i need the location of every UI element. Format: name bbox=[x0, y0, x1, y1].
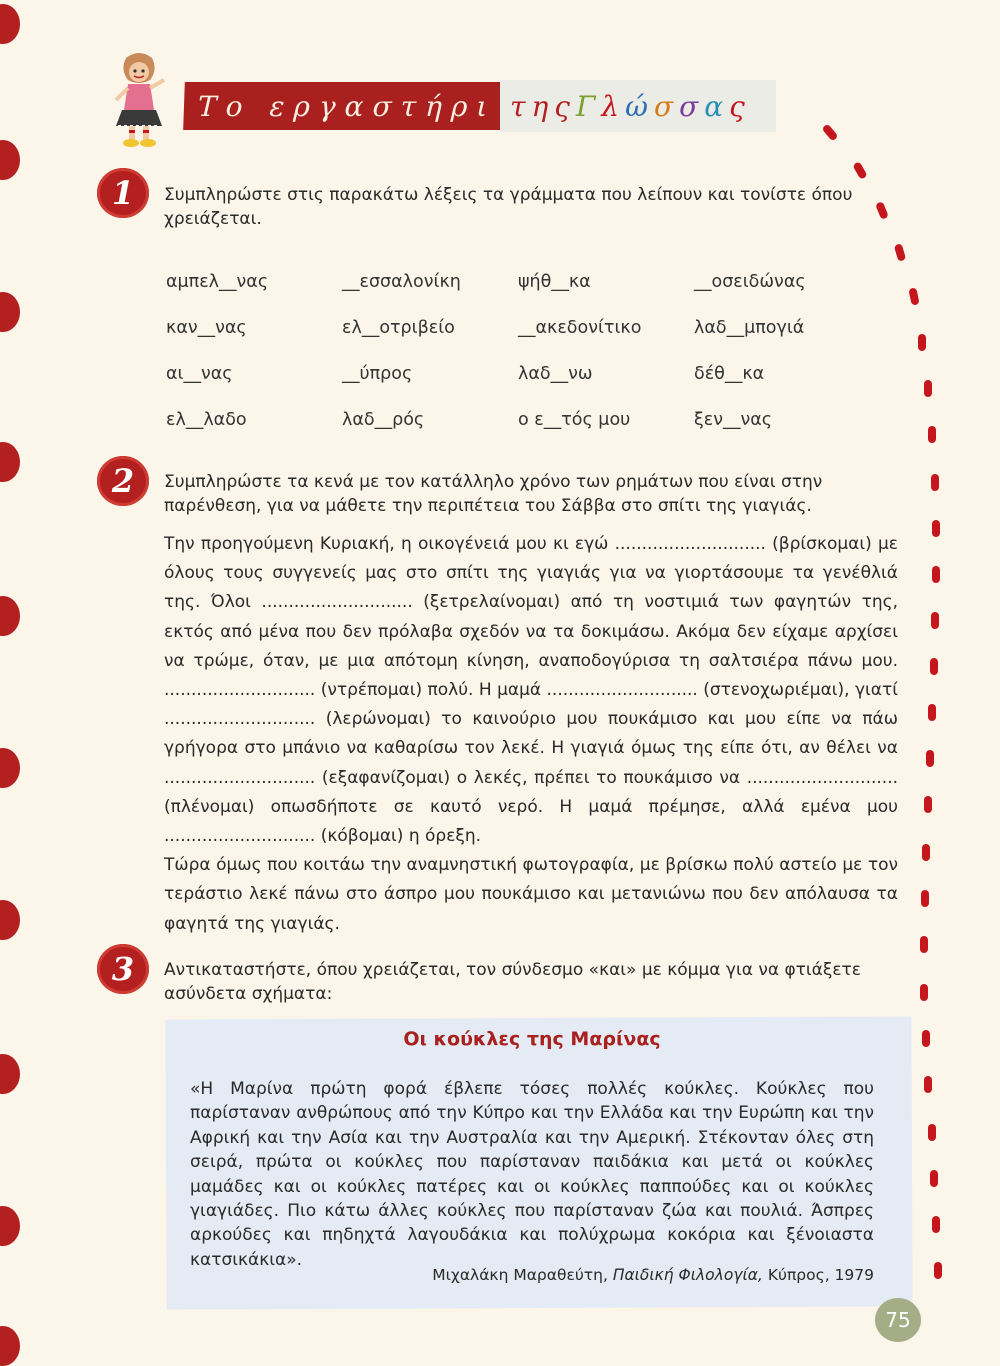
word-item: δέθ__κα bbox=[694, 364, 765, 384]
title-part2: της bbox=[510, 89, 576, 123]
exercise-number-badge: 2 bbox=[97, 456, 149, 506]
word-item: __εσσαλονίκη bbox=[342, 272, 461, 292]
dash-mark bbox=[920, 984, 928, 1001]
passage-text-end: Τώρα όμως που κοιτάω την αναμνηστική φωτογραφία, με βρίσκω πολύ αστείο με τον τεράστιο λεκέ πάνω στο άσπρο μου πουκάμισο και μετανιώνω που δεν απόλαυσα τα φαγητά της γιαγιάς. bbox=[164, 855, 898, 934]
word-item: λαδ__ρός bbox=[342, 410, 425, 430]
binder-dot bbox=[0, 1054, 20, 1094]
binder-dot bbox=[0, 596, 20, 636]
title-colored-word bbox=[576, 90, 751, 123]
excerpt-title: Οι κούκλες της Μαρίνας bbox=[403, 1028, 661, 1050]
dash-mark bbox=[821, 123, 838, 141]
dash-mark bbox=[924, 796, 932, 813]
exercise3-instruction: Αντικαταστήστε, όπου χρειάζεται, τον σύνδεσμο «και» με κόμμα για να φτιάξετε ασύνδετα σχήματα: bbox=[164, 960, 861, 1004]
title-letter: Γ bbox=[575, 89, 602, 123]
binder-dot bbox=[0, 4, 20, 44]
binder-dot bbox=[0, 140, 20, 180]
binder-dot bbox=[0, 442, 20, 482]
dash-mark bbox=[918, 334, 926, 351]
word-item: λαδ__μπογιά bbox=[694, 318, 805, 338]
dash-mark bbox=[921, 890, 929, 907]
excerpt-text: «Η Μαρίνα πρώτη φορά έβλεπε τόσες πολλές κούκλες. Κούκλες που παρίσταναν ανθρώπους από την Κύπρο και την Ελλάδα και την Ευρώπη και την Αφρική και την Ασία και την Αυστραλία και την Αμερική. Στέκονταν όλες στη σειρά, πρώτα οι κούκλες που παρίσταναν παιδάκια και μετά οι κούκλες μαμάδες και οι κούκλες πατέρες και οι κούκλες παππούδες και οι κούκλες γιαγιάδες. Πιο κάτω άλλες κούκλες που παρίσταναν ζώα και πουλιά. Άσπρες αρκούδες και πηδηχτά λαγουδάκια και πολύχρωμα κοκόρια και ξένοιαστα κατσικάκια». bbox=[190, 1079, 874, 1270]
dash-mark bbox=[924, 1076, 932, 1093]
dash-mark bbox=[920, 936, 928, 953]
credit-place-year: Κύπρος, 1979 bbox=[767, 1266, 874, 1284]
page-number: 75 bbox=[875, 1298, 921, 1342]
dash-mark bbox=[894, 243, 906, 262]
binder-dot bbox=[0, 1206, 20, 1246]
word-item: ψήθ__κα bbox=[518, 272, 591, 292]
dash-mark bbox=[932, 566, 940, 583]
dash-mark bbox=[852, 161, 867, 180]
word-item: αμπελ__νας bbox=[166, 272, 269, 292]
title-letter: ς bbox=[729, 89, 751, 123]
exercise-number-badge: 3 bbox=[97, 944, 149, 994]
girl-illustration bbox=[104, 50, 174, 150]
dash-mark bbox=[928, 704, 936, 721]
binder-dot bbox=[0, 748, 20, 788]
dash-mark bbox=[928, 426, 936, 443]
dash-mark bbox=[932, 520, 940, 537]
binder-dot bbox=[0, 1326, 20, 1366]
binder-dot bbox=[0, 900, 20, 940]
word-item: __ύπρος bbox=[342, 364, 413, 384]
exercise1-instruction: Συμπληρώστε στις παρακάτω λέξεις τα γράμματα που λείπουν και τονίστε όπου χρειάζεται. bbox=[164, 185, 853, 229]
title-banner-red bbox=[183, 82, 505, 130]
title-letter: α bbox=[704, 89, 730, 123]
dash-mark bbox=[930, 658, 938, 675]
passage-text: Την προηγούμενη Κυριακή, η οικογένειά μου κι εγώ ............................ (βρίσκομαι) με όλους τους συγγενείς μας στο σπίτι της γιαγιάς για να γιορτάσουμε τα γενέθλιά της. Όλοι ............................ (ξετρελαίνομαι) από τη νοστιμιά των φαγητών της, εκτός από μένα που δεν πρόλαβα σχεδόν να τα δοκιμάσω. Ακόμα δεν είχαμε αρχίσει να τρώμε, όταν, με μια απότομη κίνηση, αναποδογύρισα τη σαλτσιέρα πάνω μου. ............................ (ντρέπομαι) πολύ. Η μαμά ............................ (στενοχωριέμαι), γιατί ............................ (λερώνομαι) το καινούριο μου πουκάμισο και μου είπε να πάω γρήγορα στο μπάνιο να καθαρίσω τον λεκέ. Η γιαγιά όμως της είπε ότι, αν θέλει να ............................ (εξαφανίζομαι) ο λεκές, πρέπει το πουκάμισο να ............................ (πλένομαι) οπωσδήποτε σε καυτό νερό. Η μαμά πρέμησε, αλλά εμένα μου ............................ (κόβομαι) η όρεξη. bbox=[164, 534, 898, 847]
word-item: καν__νας bbox=[166, 318, 247, 338]
dash-mark bbox=[926, 750, 934, 767]
dash-mark bbox=[931, 612, 939, 629]
dash-mark bbox=[922, 844, 930, 861]
excerpt-credit bbox=[432, 1266, 874, 1284]
title-part1: Το εργαστήρι bbox=[197, 89, 497, 123]
word-item: ξεν__νας bbox=[694, 410, 773, 430]
word-item: __ακεδονίτικο bbox=[518, 318, 642, 338]
dash-mark bbox=[928, 1124, 936, 1141]
word-item: ο ε__τός μου bbox=[518, 410, 631, 430]
word-grid bbox=[166, 264, 886, 448]
title-banner-light bbox=[500, 80, 776, 132]
word-item: αι__νας bbox=[166, 364, 233, 384]
title-letter: σ bbox=[679, 89, 705, 123]
title-letter: σ bbox=[653, 89, 680, 123]
title-letter: ώ bbox=[625, 89, 654, 123]
credit-book: Παιδική Φιλολογία, bbox=[612, 1266, 763, 1284]
word-item: __οσειδώνας bbox=[694, 272, 806, 292]
dash-mark bbox=[924, 380, 932, 397]
credit-author: Μιχαλάκη Μαραθεύτη, bbox=[432, 1266, 608, 1284]
dash-mark bbox=[931, 474, 939, 491]
dash-mark bbox=[930, 1170, 938, 1187]
dash-mark bbox=[908, 287, 919, 305]
binder-dot bbox=[0, 292, 20, 332]
word-item: ελ__λαδο bbox=[166, 410, 247, 430]
word-item: λαδ__νω bbox=[518, 364, 593, 384]
exercise2-instruction: Συμπληρώστε τα κενά με τον κατάλληλο χρόνο των ρημάτων που είναι στην παρένθεση, για να μάθετε την περιπέτεια του Σάββα στο σπίτι της γιαγιάς. bbox=[164, 472, 823, 516]
chapter-header bbox=[104, 50, 784, 150]
title-letter: λ bbox=[601, 89, 626, 123]
dash-mark bbox=[932, 1216, 940, 1233]
exercise2-passage bbox=[164, 530, 898, 939]
dash-mark bbox=[934, 1262, 942, 1279]
exercise-number-badge: 1 bbox=[97, 168, 149, 218]
word-item: ελ__οτριβείο bbox=[342, 318, 455, 338]
